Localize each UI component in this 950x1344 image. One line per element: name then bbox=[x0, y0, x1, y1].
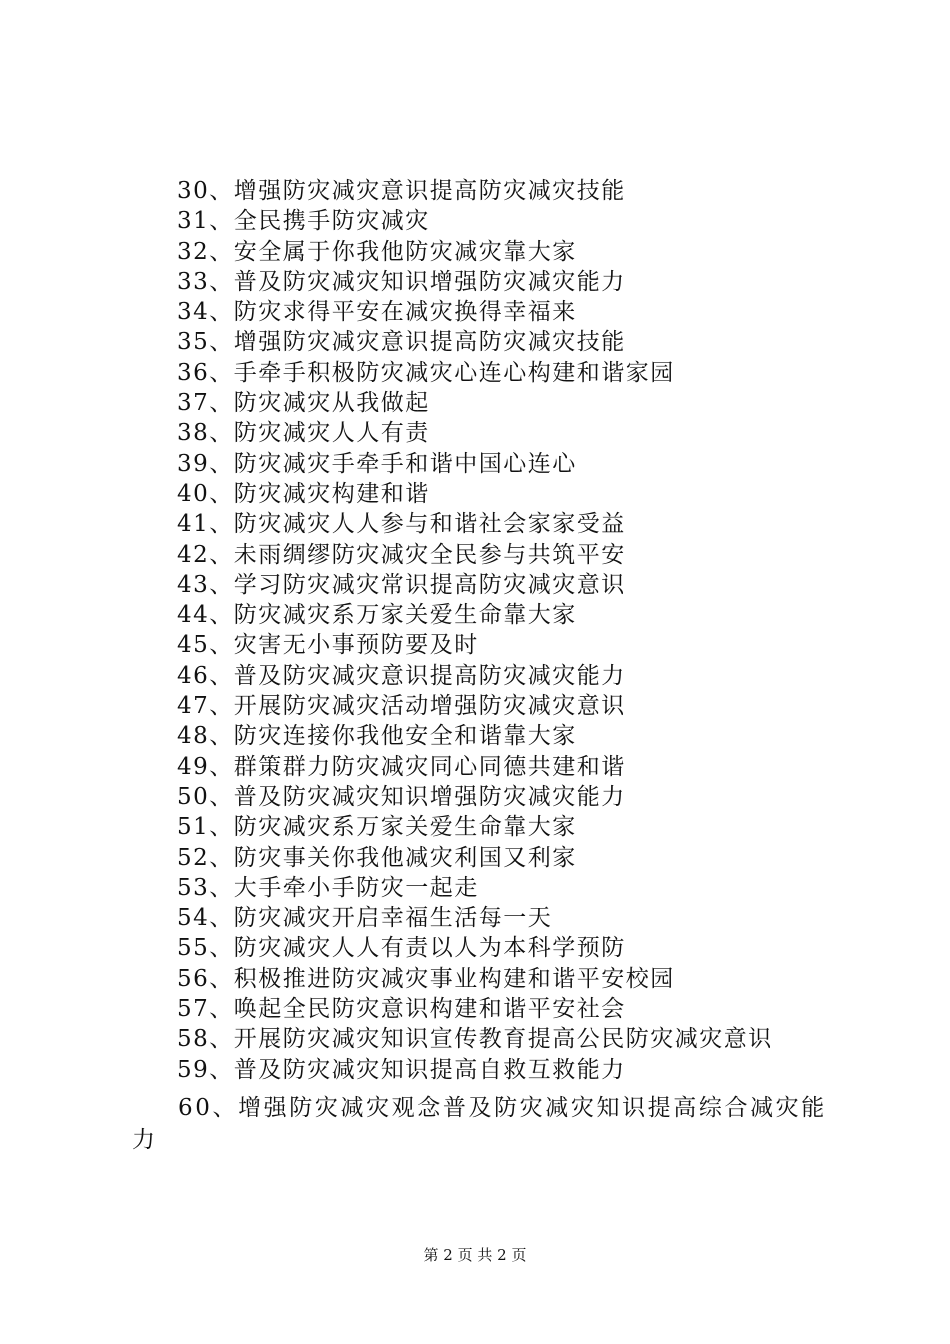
slogan-item: 53、大手牵小手防灾一起走 bbox=[177, 874, 479, 901]
slogan-item: 55、防灾减灾人人有责以人为本科学预防 bbox=[177, 935, 626, 962]
slogan-list bbox=[177, 176, 837, 1085]
slogan-item: 57、唤起全民防灾意识构建和谐平安社会 bbox=[177, 996, 626, 1023]
slogan-item: 38、防灾减灾人人有责 bbox=[177, 420, 430, 447]
slogan-item: 40、防灾减灾构建和谐 bbox=[177, 480, 430, 507]
slogan-item: 36、手牵手积极防灾减灾心连心构建和谐家园 bbox=[177, 359, 675, 386]
slogan-item: 42、未雨绸缪防灾减灾全民参与共筑平安 bbox=[177, 541, 626, 568]
slogan-item: 54、防灾减灾开启幸福生活每一天 bbox=[177, 905, 553, 932]
slogan-item: 47、开展防灾减灾活动增强防灾减灾意识 bbox=[177, 693, 626, 720]
slogan-item: 52、防灾事关你我他减灾利国又利家 bbox=[177, 844, 577, 871]
slogan-item: 51、防灾减灾系万家关爱生命靠大家 bbox=[177, 814, 577, 841]
slogan-item: 41、防灾减灾人人参与和谐社会家家受益 bbox=[177, 511, 626, 538]
slogan-item: 46、普及防灾减灾意识提高防灾减灾能力 bbox=[177, 662, 626, 689]
slogan-item: 34、防灾求得平安在减灾换得幸福来 bbox=[177, 299, 577, 326]
slogan-item: 50、普及防灾减灾知识增强防灾减灾能力 bbox=[177, 783, 626, 810]
slogan-item: 30、增强防灾减灾意识提高防灾减灾技能 bbox=[177, 178, 626, 204]
slogan-item: 39、防灾减灾手牵手和谐中国心连心 bbox=[177, 450, 577, 477]
last-slogan-paragraph: 60、增强防灾减灾观念普及防灾减灾知识提高综合减灾能力 bbox=[132, 1095, 827, 1153]
slogan-item: 43、学习防灾减灾常识提高防灾减灾意识 bbox=[177, 571, 626, 598]
slogan-item: 45、灾害无小事预防要及时 bbox=[177, 632, 479, 659]
page-footer: 第 2 页 共 2 页 bbox=[423, 1246, 527, 1264]
slogan-item: 56、积极推进防灾减灾事业构建和谐平安校园 bbox=[177, 965, 675, 992]
slogan-item: 37、防灾减灾从我做起 bbox=[177, 390, 430, 417]
slogan-item: 32、安全属于你我他防灾减灾靠大家 bbox=[177, 238, 577, 265]
slogan-item: 59、普及防灾减灾知识提高自救互救能力 bbox=[177, 1056, 626, 1083]
slogan-item: 31、全民携手防灾减灾 bbox=[177, 208, 430, 235]
slogan-item: 49、群策群力防灾减灾同心同德共建和谐 bbox=[177, 753, 626, 780]
slogan-item: 48、防灾连接你我他安全和谐靠大家 bbox=[177, 723, 577, 750]
slogan-item: 35、增强防灾减灾意识提高防灾减灾技能 bbox=[177, 329, 626, 356]
slogan-item: 58、开展防灾减灾知识宣传教育提高公民防灾减灾意识 bbox=[177, 1026, 773, 1053]
slogan-item: 44、防灾减灾系万家关爱生命靠大家 bbox=[177, 602, 577, 629]
slogan-item: 33、普及防灾减灾知识增强防灾减灾能力 bbox=[177, 268, 626, 295]
